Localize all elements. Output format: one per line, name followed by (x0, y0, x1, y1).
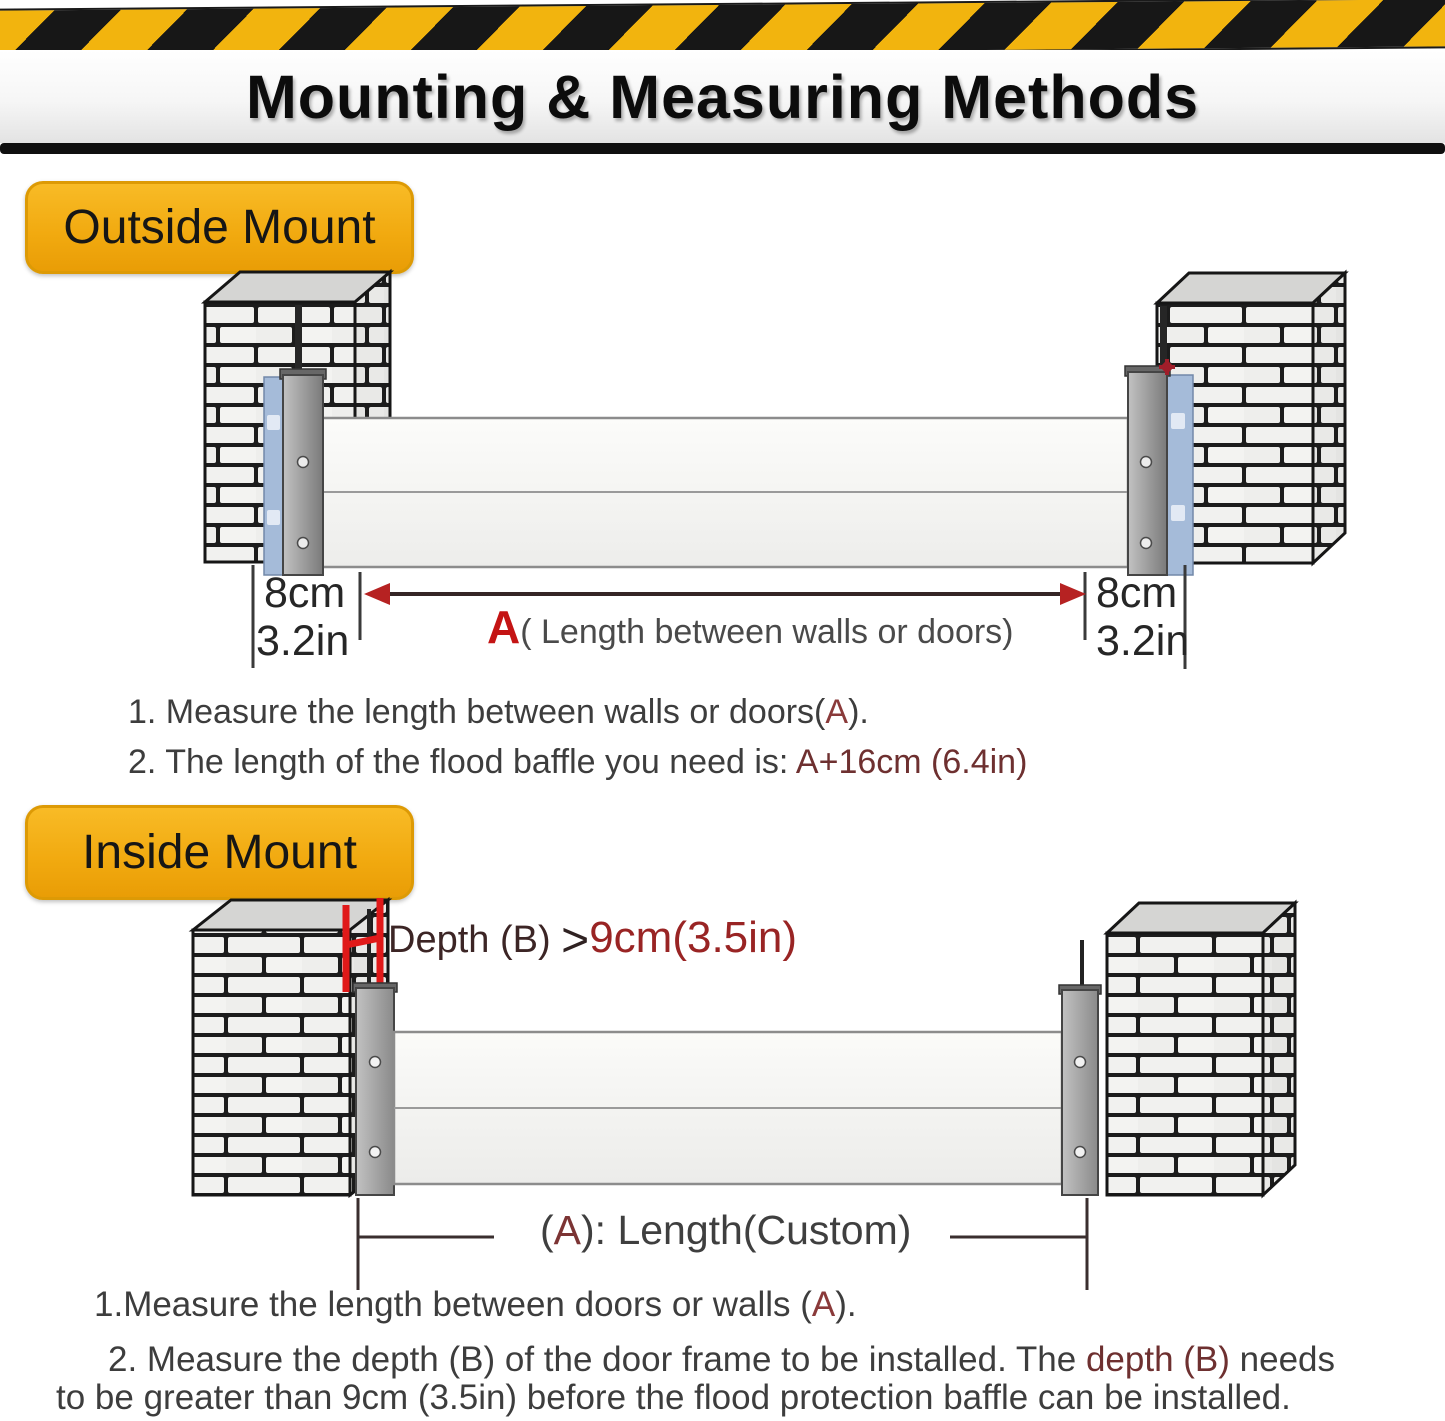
inside-step-2: 2. Measure the depth (B) of the door frame to be installed. The depth (B) needs (108, 1340, 1336, 1379)
outside-mount-badge (25, 181, 414, 274)
length-between-walls-label: A( Length between walls or doors) (487, 601, 1014, 653)
left-mounting-channel (353, 983, 397, 1195)
inside-step-2-line-2: to be greater than 9cm (3.5in) before the flood protection baffle can be installed. (56, 1378, 1291, 1417)
right-mounting-channel (1059, 940, 1101, 1195)
outside-mount-badge-label: Outside Mount (63, 201, 376, 254)
inside-mount-badge-label: Inside Mount (82, 826, 357, 879)
inside-step-1: 1.Measure the length between doors or walls (A). (94, 1285, 857, 1324)
custom-length-label: (A): Length(Custom) (540, 1207, 912, 1253)
outside-step-2: 2. The length of the flood baffle you need is: A+16cm (6.4in) (128, 743, 1028, 781)
right-offset-cm-label: 8cm (1096, 569, 1178, 617)
page-title: Mounting & Measuring Methods (245, 62, 1200, 131)
right-offset-in-label: 3.2in (1096, 617, 1190, 665)
flood-barrier-panel (322, 418, 1128, 567)
title-band (0, 50, 1445, 143)
outside-step-1: 1. Measure the length between walls or doors(A). (128, 693, 869, 731)
dimension-a-letter: A (487, 601, 521, 653)
flood-barrier-panel (394, 1032, 1062, 1184)
inside-mount-badge (25, 805, 414, 900)
inside-right-brick-pillar (1107, 903, 1295, 1195)
left-mounting-channel (264, 369, 326, 575)
right-mounting-channel (1125, 359, 1193, 575)
left-offset-cm-label: 8cm (264, 569, 346, 617)
left-offset-in-label: 3.2in (256, 617, 350, 665)
anchor-slot (295, 305, 302, 378)
header-divider-bar (0, 143, 1445, 154)
depth-b-label: Depth (B) >9cm(3.5in) (388, 913, 798, 967)
